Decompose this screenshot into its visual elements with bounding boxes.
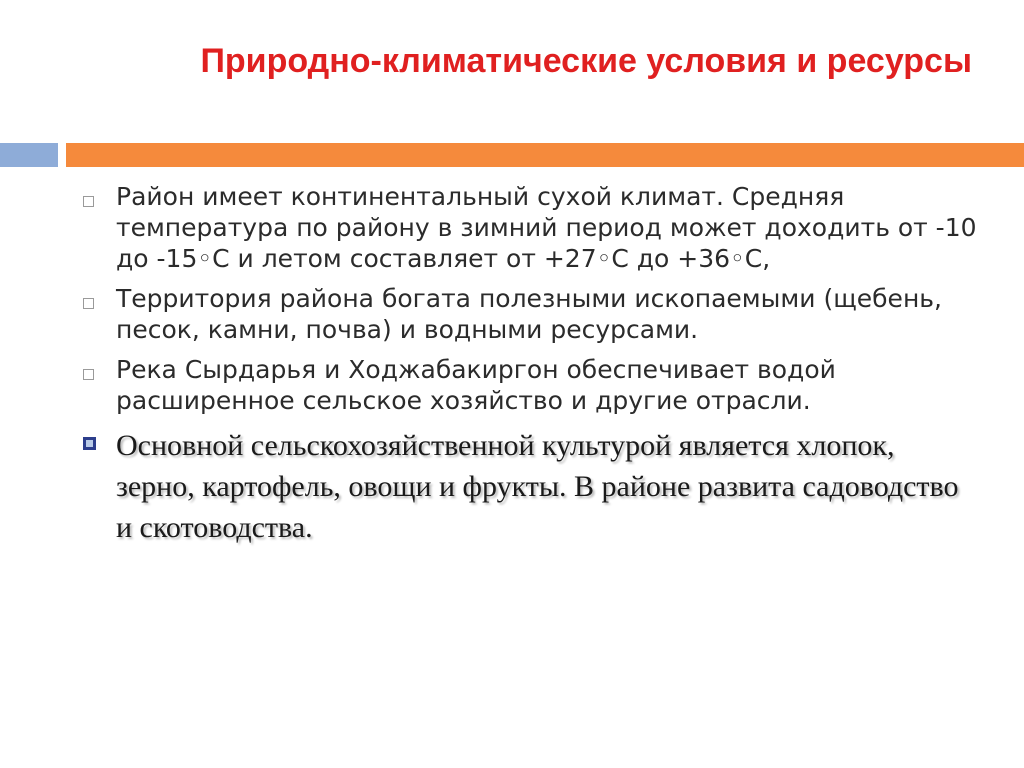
bullet-item (80, 181, 980, 274)
bullet-item-highlighted (80, 425, 980, 548)
accent-bar-blue (0, 143, 58, 167)
bullet-text: Река Сырдарья и Ходжабакиргон обеспечивает водой расширенное сельское хозяйство и другие отрасли. (116, 355, 836, 415)
bullet-text: Район имеет континентальный сухой климат. Средняя температура по району в зимний период может доходить от -10 до -15◦С и летом составляет от +27◦С до +36◦С, (116, 182, 977, 273)
bullet-item (80, 354, 980, 416)
accent-bar-orange (66, 143, 1024, 167)
filled-square-bullet-icon (83, 437, 96, 450)
bullet-list (80, 181, 980, 548)
square-bullet-icon (83, 196, 94, 207)
bullet-item (80, 283, 980, 345)
slide-title: Природно-климатические условия и ресурсы (200, 42, 972, 80)
square-bullet-icon (83, 298, 94, 309)
bullet-text: Основной сельскохозяйственной культурой является хлопок, зерно, картофель, овощи и фрукты. В районе развита садоводство и скотоводства. (116, 429, 959, 544)
bullet-text: Территория района богата полезными ископаемыми (щебень, песок, камни, почва) и водными ресурсами. (116, 284, 942, 344)
square-bullet-icon (83, 369, 94, 380)
